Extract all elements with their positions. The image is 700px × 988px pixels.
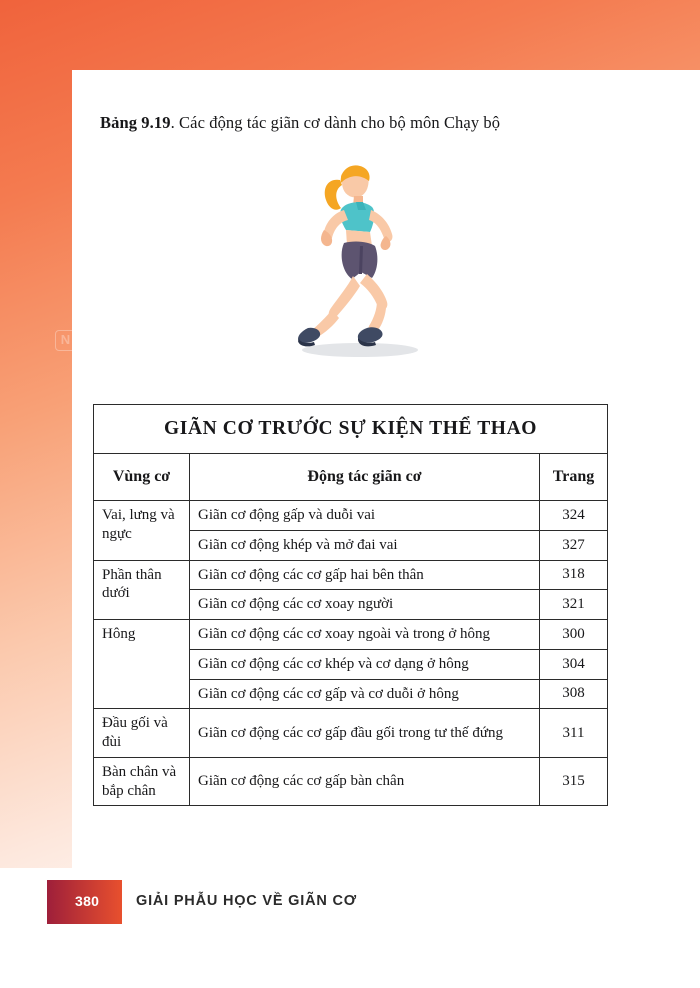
cell-region: Phần thân dưới	[94, 560, 190, 620]
running-woman-illustration	[268, 150, 448, 375]
cell-page: 315	[540, 757, 608, 806]
cell-page: 318	[540, 560, 608, 590]
cell-page: 300	[540, 620, 608, 650]
table-caption-text: . Các động tác giãn cơ dành cho bộ môn Chạy bộ	[170, 113, 501, 132]
netabooks-logo-icon: N	[55, 330, 76, 351]
watermark-suffix: .vn	[169, 340, 181, 349]
cell-movement: Giãn cơ động các cơ gấp hai bên thân	[190, 560, 540, 590]
cell-movement: Giãn cơ động khép và mở đai vai	[190, 530, 540, 560]
cell-region: Vai, lưng và ngực	[94, 501, 190, 561]
header-movement: Động tác giãn cơ	[190, 454, 540, 501]
table-header-row	[94, 454, 608, 501]
stretch-table	[93, 404, 608, 806]
header-page: Trang	[540, 454, 608, 501]
cell-movement: Giãn cơ động gấp và duỗi vai	[190, 501, 540, 531]
stretch-table-container	[93, 404, 607, 806]
cell-page: 308	[540, 679, 608, 709]
cell-page: 324	[540, 501, 608, 531]
cell-movement: Giãn cơ động các cơ gấp đầu gối trong tư thế đứng	[190, 709, 540, 758]
cell-region: Bàn chân và bắp chân	[94, 757, 190, 806]
cell-movement: Giãn cơ động các cơ gấp bàn chân	[190, 757, 540, 806]
cell-region: Đầu gối và đùi	[94, 709, 190, 758]
watermark-text: NetaBooks	[82, 332, 164, 349]
table-row	[94, 620, 608, 650]
cell-page: 321	[540, 590, 608, 620]
netabooks-watermark	[55, 330, 181, 351]
table-title-row	[94, 405, 608, 454]
header-region: Vùng cơ	[94, 454, 190, 501]
table-caption-label: Bảng 9.19	[100, 113, 171, 132]
cell-movement: Giãn cơ động các cơ khép và cơ dạng ở hông	[190, 649, 540, 679]
cell-movement: Giãn cơ động các cơ xoay người	[190, 590, 540, 620]
footer-section-title: GIẢI PHẪU HỌC VỀ GIÃN CƠ	[136, 893, 357, 909]
cell-page: 327	[540, 530, 608, 560]
table-title: GIÃN CƠ TRƯỚC SỰ KIỆN THỂ THAO	[94, 405, 608, 454]
table-row	[94, 560, 608, 590]
cell-movement: Giãn cơ động các cơ xoay ngoài và trong ở hông	[190, 620, 540, 650]
cell-region: Hông	[94, 620, 190, 709]
table-caption	[100, 113, 620, 133]
table-row	[94, 757, 608, 806]
cell-movement: Giãn cơ động các cơ gấp và cơ duỗi ở hông	[190, 679, 540, 709]
table-row	[94, 501, 608, 531]
footer-page-number: 380	[75, 893, 100, 909]
cell-page: 304	[540, 649, 608, 679]
cell-page: 311	[540, 709, 608, 758]
table-row	[94, 709, 608, 758]
